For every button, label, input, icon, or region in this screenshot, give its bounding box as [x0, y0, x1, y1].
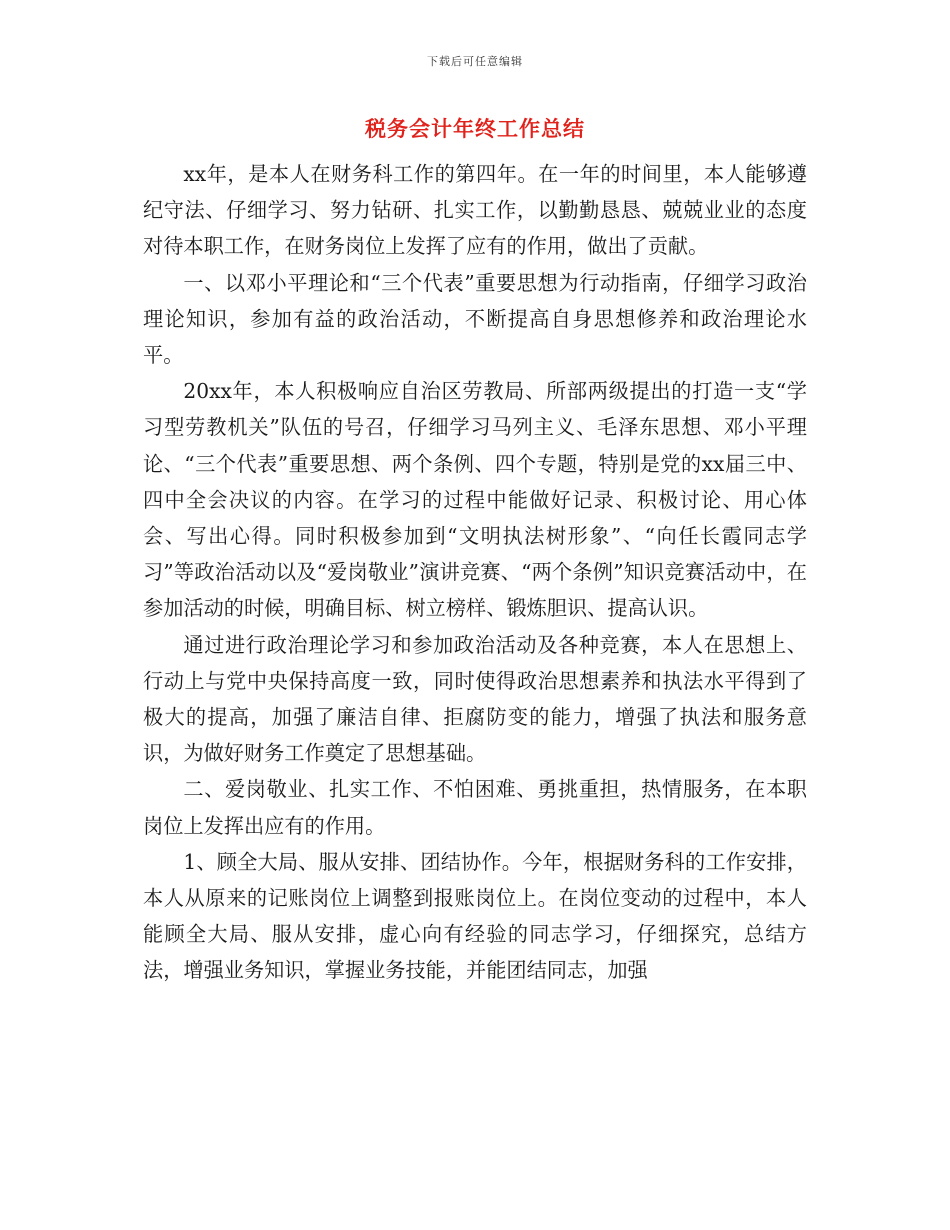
paragraph: 一、以邓小平理论和“三个代表”重要思想为行动指南，仔细学习政治理论知识，参加有益的政治活动，不断提高自身思想修养和政治理论水平。: [143, 270, 807, 368]
paragraph: 20xx年，本人积极响应自治区劳教局、所部两级提出的打造一支“学习型劳教机关”队伍的号召，仔细学习马列主义、毛泽东思想、邓小平理论、“三个代表”重要思想、两个条例、四个专题，特别是党的xx届三中、四中全会决议的内容。在学习的过程中能做好记录、积极讨论、用心体会、写出心得。同时积极参加到“文明执法树形象”、“向任长霞同志学习”等政治活动以及“爱岗敬业”演讲竞赛、“两个条例”知识竞赛活动中，在参加活动的时候，明确目标、树立榜样、锻炼胆识、提高认识。: [143, 379, 807, 621]
header-note: 下载后可任意编辑: [427, 55, 523, 68]
paragraph: xx年，是本人在财务科工作的第四年。在一年的时间里，本人能够遵纪守法、仔细学习、努力钻研、扎实工作，以勤勤恳恳、兢兢业业的态度对待本职工作，在财务岗位上发挥了应有的作用，做出了贡献。: [143, 162, 807, 259]
document-title: 税务会计年终工作总结: [365, 117, 585, 141]
paragraph: 二、爱岗敬业、扎实工作、不怕困难、勇挑重担，热情服务，在本职岗位上发挥出应有的作用。: [143, 777, 807, 838]
document-body: [143, 156, 807, 989]
paragraph: 1、顾全大局、服从安排、团结协作。今年，根据财务科的工作安排，本人从原来的记账岗位上调整到报账岗位上。在岗位变动的过程中，本人能顾全大局、服从安排，虚心向有经验的同志学习，仔细探究，总结方法，增强业务知识，掌握业务技能，并能团结同志，加强: [143, 849, 807, 983]
paragraph: 通过进行政治理论学习和参加政治活动及各种竞赛，本人在思想上、行动上与党中央保持高度一致，同时使得政治思想素养和执法水平得到了极大的提高，加强了廉洁自律、拒腐防变的能力，增强了执法和服务意识，为做好财务工作奠定了思想基础。: [143, 632, 807, 766]
